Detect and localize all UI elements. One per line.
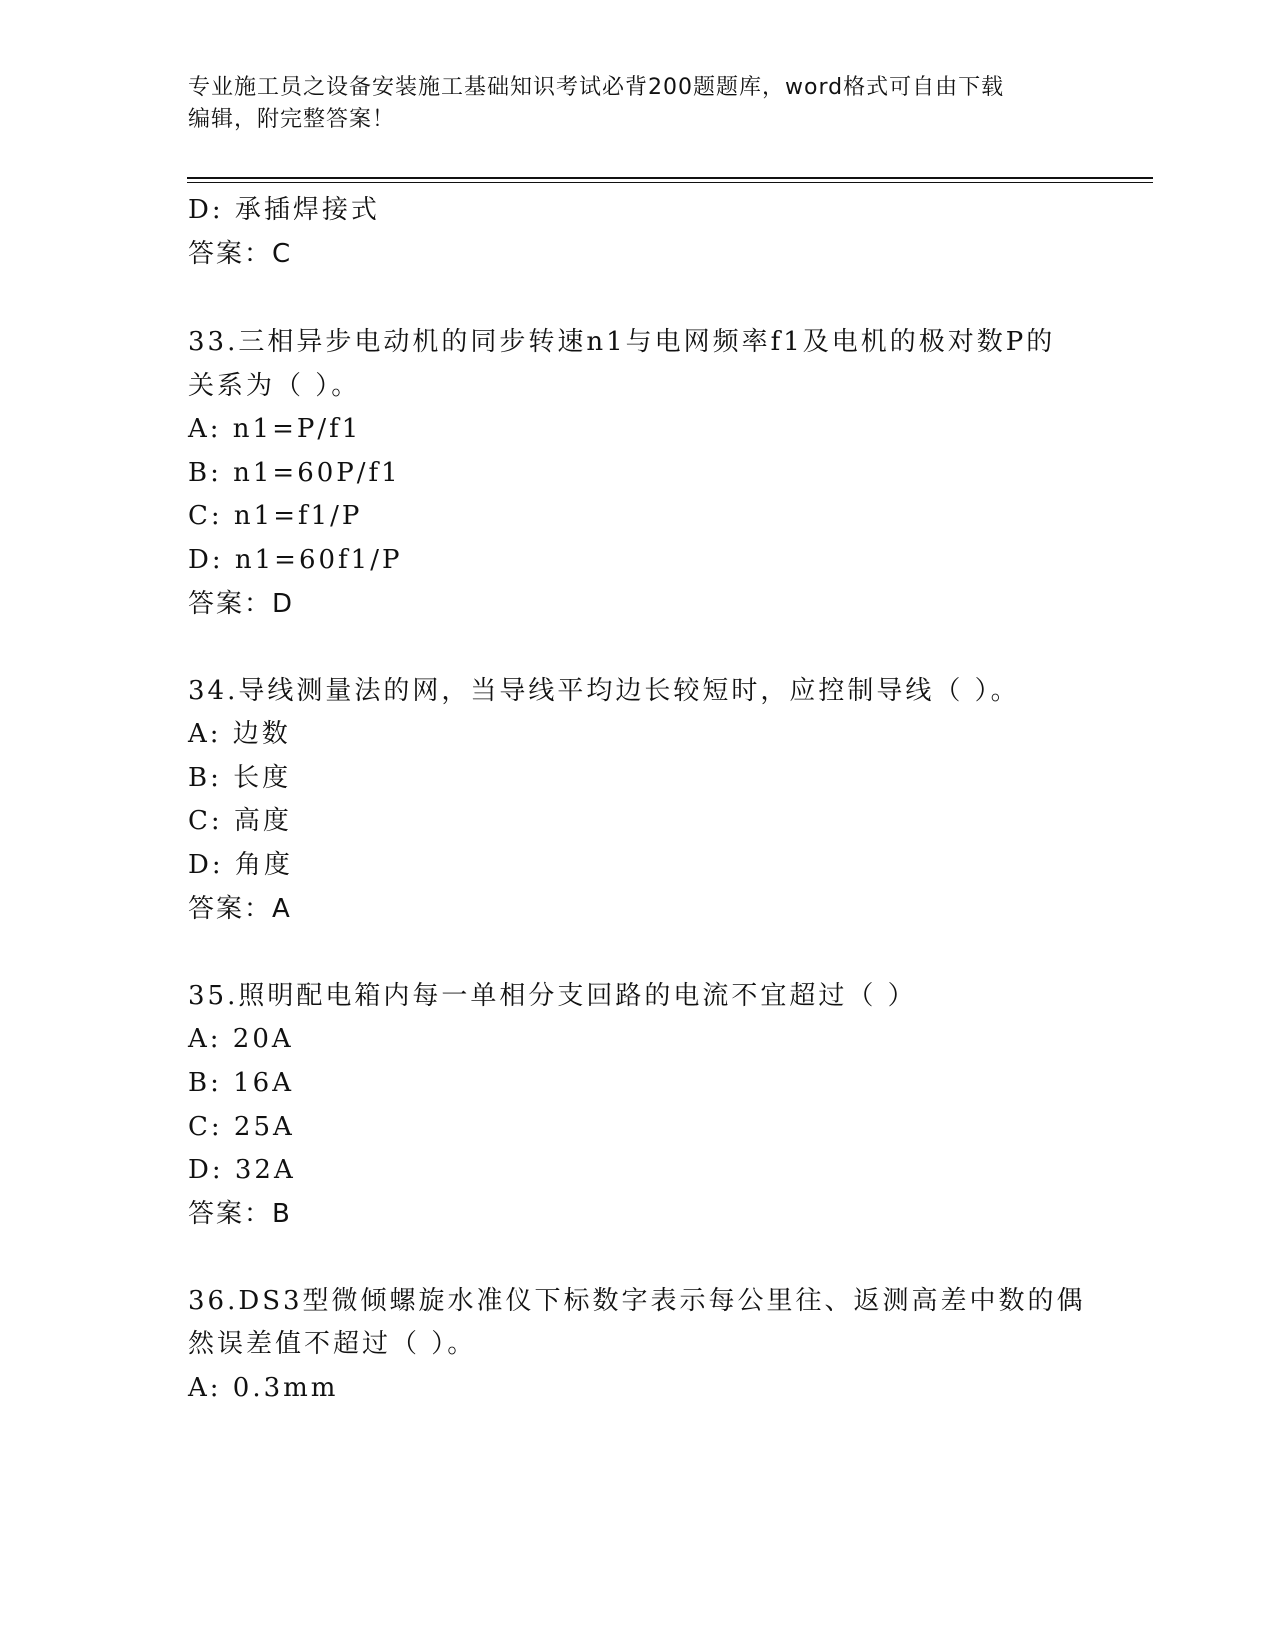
question-line: 33.三相异步电动机的同步转速n1与电网频率f1及电机的极对数P的 [188,327,1056,357]
question-line: 然误差值不超过（ ）。 [188,1329,477,1359]
answer-line: 答案：C [188,239,293,269]
answer-line: 答案：A [188,894,292,924]
question-line: 关系为（ ）。 [188,371,361,401]
option-line: D: 32A [188,1155,296,1185]
option-line: C: 高度 [188,806,292,836]
header-line-2: 编辑，附完整答案！ [188,107,396,132]
option-line: B: n1=60P/f1 [188,458,401,488]
header-line-1: 专业施工员之设备安装施工基础知识考试必背200题题库，word格式可自由下载 [188,75,1005,100]
question-line: 35.照明配电箱内每一单相分支回路的电流不宜超过（ ） [188,981,917,1011]
question-line: 36.DS3型微倾螺旋水准仪下标数字表示每公里往、返测高差中数的偶 [188,1286,1086,1316]
header-rule-thick [187,177,1153,179]
option-line: B: 16A [188,1068,294,1098]
header-rule-thin [187,182,1153,183]
option-line: C: n1=f1/P [188,501,363,531]
answer-line: 答案：D [188,589,295,619]
option-line: A: 0.3mm [188,1373,339,1403]
question-line: 34.导线测量法的网，当导线平均边长较短时，应控制导线（ ）。 [188,676,1020,706]
document-header [188,72,1068,136]
option-line: A: 20A [188,1024,294,1054]
option-line: A: 边数 [188,719,291,749]
option-line: D: 承插焊接式 [188,195,380,225]
answer-line: 答案：B [188,1199,292,1229]
option-line: D: n1=60f1/P [188,545,403,575]
option-line: A: n1=P/f1 [188,414,362,444]
option-line: D: 角度 [188,850,293,880]
option-line: C: 25A [188,1112,295,1142]
option-line: B: 长度 [188,763,292,793]
